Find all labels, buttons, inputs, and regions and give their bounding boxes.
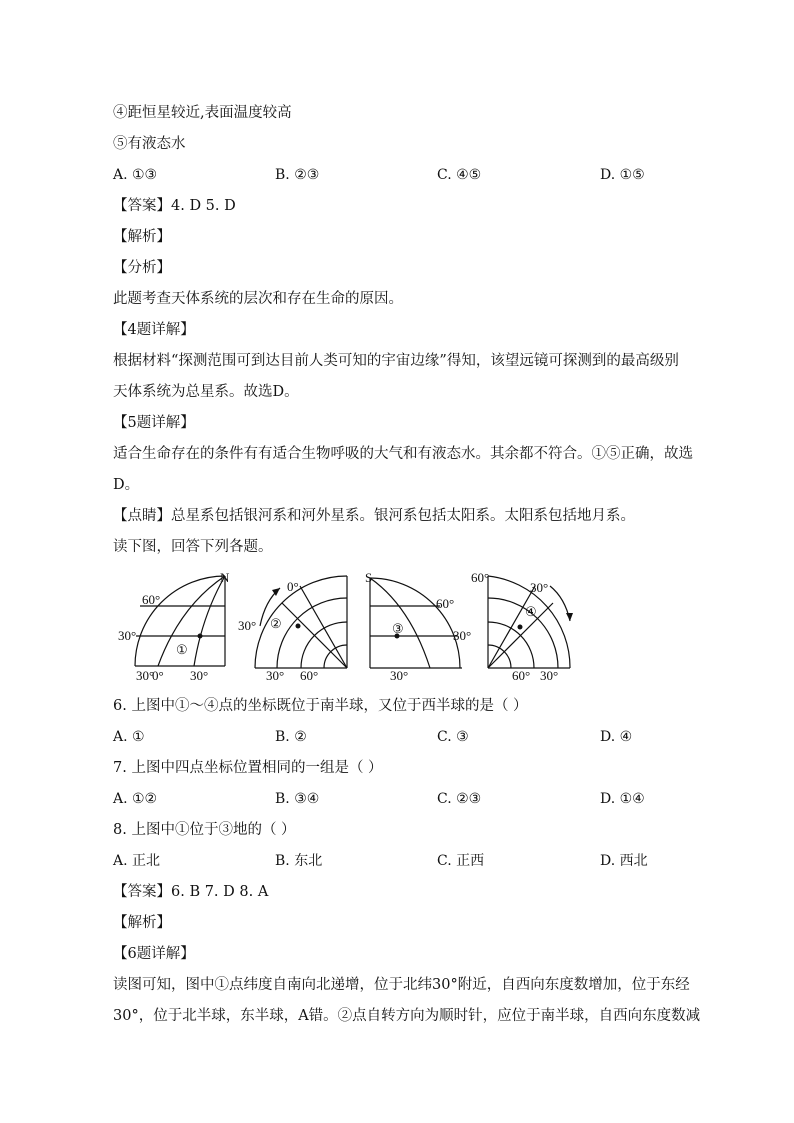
d1-lon30e-label: 30° bbox=[190, 668, 209, 683]
q8-option-a: A. 正北 bbox=[113, 853, 161, 869]
point-4-dot bbox=[518, 625, 523, 630]
q7-stem: 7. 上图中四点坐标位置相同的一组是（ ） bbox=[113, 760, 383, 776]
q6-stem: 6. 上图中①～④点的坐标既位于南半球，又位于西半球的是（ ） bbox=[113, 698, 528, 714]
q4-detail-text-1: 根据材料“探测范围可到达目前人类可知的宇宙边缘”得知，该望远镜可探测到的最高级别 bbox=[113, 353, 679, 369]
q5-detail-text-2: D。 bbox=[113, 477, 140, 493]
d3-b30-label: 30° bbox=[390, 668, 409, 683]
q7-option-d: D. ①④ bbox=[600, 791, 645, 807]
diagram-2 bbox=[255, 576, 347, 668]
option-item-4: ④距恒星较近,表面温度较高 bbox=[113, 105, 292, 121]
analysis-heading-2: 【解析】 bbox=[113, 915, 171, 931]
q7-option-c: C. ②③ bbox=[437, 791, 482, 807]
point-1-dot bbox=[198, 634, 203, 639]
q6-option-c: C. ③ bbox=[437, 729, 469, 745]
read-prompt: 读下图，回答下列各题。 bbox=[113, 539, 273, 555]
d4-b30-label: 30° bbox=[540, 668, 559, 683]
q6-option-a: A. ① bbox=[113, 729, 145, 745]
q4-detail-text-2: 天体系统为总星系。故选D。 bbox=[113, 384, 299, 400]
q6-detail-text-1: 读图可知，图中①点纬度自南向北递增，位于北纬30°附近，自西向东度数增加，位于东经 bbox=[113, 977, 690, 993]
q6-option-b: B. ② bbox=[275, 729, 307, 745]
point-2-dot bbox=[296, 624, 301, 629]
d1-lon30w-label: 30° bbox=[136, 668, 155, 683]
dianjing-text: 【点睛】总星系包括银河系和河外星系。银河系包括太阳系。太阳系包括地月系。 bbox=[113, 508, 635, 524]
d3-pole-label: S bbox=[365, 570, 373, 585]
analysis-heading: 【解析】 bbox=[113, 229, 171, 245]
d4-point-label: ④ bbox=[525, 604, 537, 619]
d1-point-label: ① bbox=[176, 642, 188, 657]
d1-pole-label: N bbox=[220, 570, 230, 585]
d1-lat60-label: 60° bbox=[142, 592, 161, 607]
d3-lat60-label: 60° bbox=[436, 596, 455, 611]
answer-line-1: 【答案】4. D 5. D bbox=[113, 198, 236, 214]
q8-option-d: D. 西北 bbox=[600, 853, 648, 869]
option-item-5: ⑤有液态水 bbox=[113, 136, 186, 152]
d2-point-label: ② bbox=[270, 616, 282, 631]
fenxi-heading: 【分析】 bbox=[113, 260, 171, 276]
d3-lat30-label: 30° bbox=[453, 628, 472, 643]
q5-option-d: D. ①⑤ bbox=[600, 167, 645, 183]
d1-lat30-label: 30° bbox=[118, 628, 137, 643]
q5-option-b: B. ②③ bbox=[275, 167, 320, 183]
graticule-figure bbox=[110, 566, 580, 690]
d4-top60-label: 60° bbox=[471, 570, 490, 585]
q6-detail-heading: 【6题详解】 bbox=[113, 946, 195, 962]
d2-left-label: 30° bbox=[238, 618, 257, 633]
fenxi-text: 此题考查天体系统的层次和存在生命的原因。 bbox=[113, 291, 403, 307]
rotation-arrow-icon bbox=[566, 613, 573, 621]
q6-detail-text-2: 30°，位于北半球，东半球，A错。②点自转方向为顺时针，应位于南半球，自西向东度数减 bbox=[113, 1008, 701, 1024]
q8-option-b: B. 东北 bbox=[275, 853, 323, 869]
q8-stem: 8. 上图中①位于③地的（ ） bbox=[113, 822, 296, 838]
q7-option-b: B. ③④ bbox=[275, 791, 320, 807]
d4-top30-label: 30° bbox=[530, 580, 549, 595]
q5-option-a: A. ①③ bbox=[113, 167, 158, 183]
d4-b60-label: 60° bbox=[512, 668, 531, 683]
diagram-3 bbox=[370, 578, 462, 668]
d2-top-label: 0° bbox=[287, 579, 299, 594]
d2-b30-label: 30° bbox=[266, 668, 285, 683]
q5-detail-text-1: 适合生命存在的条件有有适合生物呼吸的大气和有液态水。其余都不符合。①⑤正确，故选 bbox=[113, 446, 693, 462]
q7-option-a: A. ①② bbox=[113, 791, 158, 807]
q5-detail-heading: 【5题详解】 bbox=[113, 415, 195, 431]
answer-line-2: 【答案】6. B 7. D 8. A bbox=[113, 884, 269, 900]
q8-option-c: C. 正西 bbox=[437, 853, 485, 869]
d2-b60-label: 60° bbox=[300, 668, 319, 683]
q4-detail-heading: 【4题详解】 bbox=[113, 322, 195, 338]
q5-option-c: C. ④⑤ bbox=[437, 167, 482, 183]
d3-point-label: ③ bbox=[392, 621, 404, 636]
q6-option-d: D. ④ bbox=[600, 729, 633, 745]
d1-lon0-label: 0° bbox=[152, 668, 164, 683]
diagram-4 bbox=[488, 576, 570, 668]
